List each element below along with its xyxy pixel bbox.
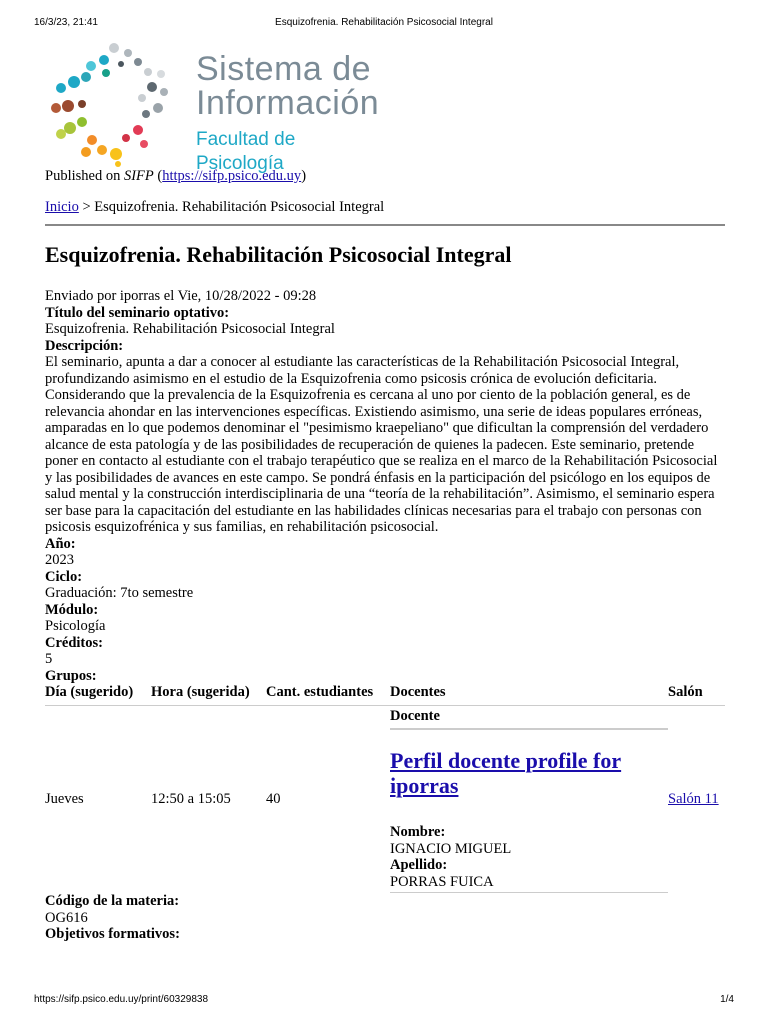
creditos-value: 5 [45, 651, 53, 667]
nombre-value: IGNACIO MIGUEL [390, 840, 512, 857]
print-title: Esquizofrenia. Rehabilitación Psicosocial Integral [275, 17, 493, 28]
docente-header: Docente [390, 708, 668, 731]
cell-salon [668, 705, 725, 893]
breadcrumb-separator: > [78, 198, 95, 215]
perfil-docente-link[interactable]: Perfil docente profile for iporras [390, 748, 622, 798]
anio-value: 2023 [45, 552, 74, 568]
col-header-cant: Cant. estudiantes [266, 684, 390, 705]
col-header-docentes: Docentes [390, 684, 668, 705]
table-row [45, 705, 725, 893]
col-header-dia: Día (sugerido) [45, 684, 151, 705]
objetivos-label: Objetivos formativos: [45, 926, 180, 942]
site-logo[interactable] [46, 42, 386, 174]
groups-table-header-row [45, 684, 725, 705]
col-header-salon: Salón [668, 684, 725, 705]
published-site: SIFP [123, 168, 154, 184]
codigo-label: Código de la materia: [45, 893, 180, 909]
col-header-hora: Hora (sugerida) [151, 684, 266, 705]
published-open: ( [153, 168, 163, 184]
main-content [45, 168, 725, 943]
cell-docentes [390, 705, 668, 893]
creditos-label: Créditos: [45, 634, 103, 651]
published-prefix: Published on [45, 168, 124, 184]
cell-dia: Jueves [45, 791, 84, 807]
published-url-link[interactable]: https://sifp.psico.edu.uy [162, 168, 302, 184]
breadcrumb [45, 199, 725, 227]
logo-line-3: Facultad de Psicología [196, 129, 296, 174]
print-page-number: 1/4 [720, 994, 734, 1005]
ciclo-value: Graduación: 7to semestre [45, 585, 194, 601]
descripcion-value: El seminario, apunta a dar a conocer al estudiante las características de la Rehabilitación Psicosocial Integral, profundizando asimismo en el estudio de la Esquizofrenia como psicosis crónica de evolución deficitaria. Considerando que la prevalencia de la Esquizofrenia es cercana al uno por ciento de la población general, es de relevancia ahondar en las intervenciones específicas. Existiendo asimismo, una serie de ideas populares erróneas, amparadas en lo que podemos denominar el "pesimismo kraepeliano" que dificultan la comprensión del verdadero alcance de esta patología y de las posibilidades de recuperación de quienes la padecen. Este seminario, pretende poner en contacto al estudiante con el trabajo terapéutico que se realiza en el marco de la Rehabilitación Psicosocial y las posibilidades de avances en este campo. Se pondrá énfasis en la participación del psicólogo en los equipos de salud mental y la construcción interdisciplinaria de una “teoría de la rehabilitación”. Asimismo, el seminario espera ser base para la capacitación del estudiante en las habilidades clínicas necesarias para el trabajo con personas con psicosis esquizofrénica y sus familias, en rehabilitación psicosocial. [45, 354, 718, 535]
cell-cant: 40 [266, 791, 281, 807]
print-url: https://sifp.psico.edu.uy/print/60329838 [34, 994, 209, 1005]
groups-table [45, 684, 725, 893]
published-close: ) [301, 168, 307, 184]
published-line [45, 168, 725, 185]
logo-line-1: Sistema de [196, 50, 372, 88]
print-datetime: 16/3/23, 21:41 [34, 17, 98, 28]
apellido-label: Apellido: [390, 857, 448, 873]
codigo-value: OG616 [45, 909, 88, 926]
modulo-value: Psicología [45, 618, 106, 634]
titulo-label: Título del seminario optativo: [45, 304, 230, 321]
anio-label: Año: [45, 535, 76, 552]
logo-line-2: Información [196, 84, 380, 122]
docente-box [390, 708, 668, 894]
logo-text [196, 52, 386, 176]
breadcrumb-current: Esquizofrenia. Rehabilitación Psicosocial Integral [94, 198, 385, 215]
logo-dots-icon [46, 42, 181, 167]
apellido-value: PORRAS FUICA [390, 873, 494, 890]
breadcrumb-home-link[interactable]: Inicio [45, 198, 79, 215]
page-title: Esquizofrenia. Rehabilitación Psicosocial Integral [45, 242, 512, 267]
cell-hora: 12:50 a 15:05 [151, 791, 231, 807]
ciclo-label: Ciclo: [45, 568, 83, 585]
modulo-label: Módulo: [45, 601, 99, 618]
descripcion-label: Descripción: [45, 337, 124, 354]
submitted-info: Enviado por iporras el Vie, 10/28/2022 - 09:28 [45, 288, 317, 304]
grupos-label: Grupos: [45, 667, 97, 684]
salon-link[interactable]: Salón 11 [668, 791, 719, 807]
titulo-value: Esquizofrenia. Rehabilitación Psicosocial Integral [45, 321, 335, 337]
nombre-label: Nombre: [390, 824, 446, 840]
